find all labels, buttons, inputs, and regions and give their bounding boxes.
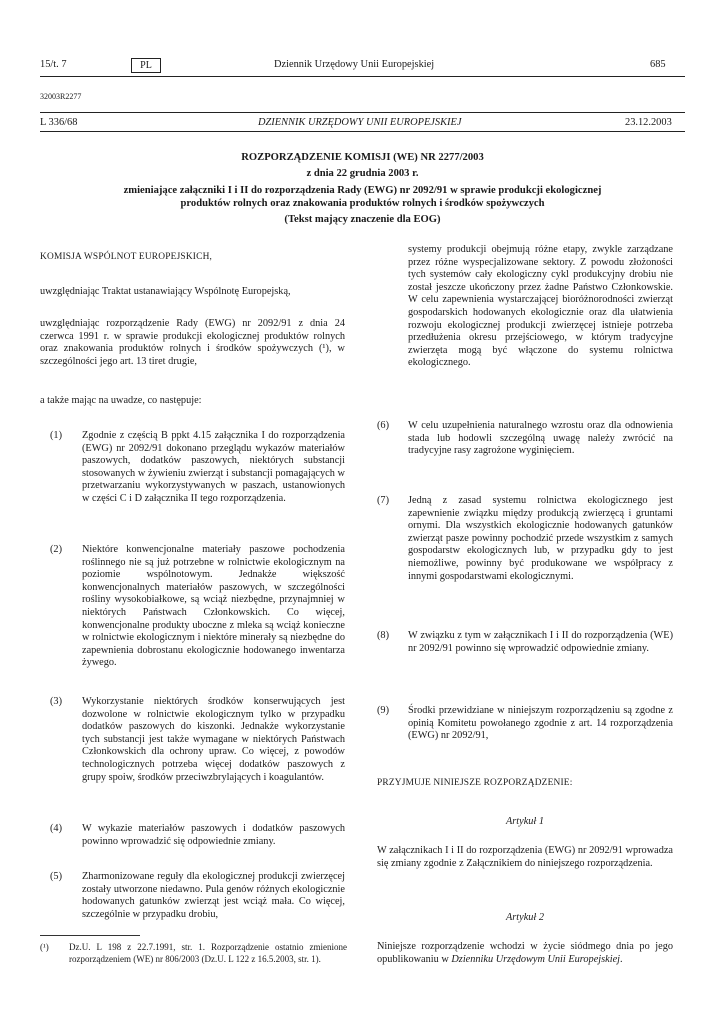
- recital-text: W wykazie materiałów paszowych i dodatków paszowych powinno wprowadzić się odpowiednie zmiany.: [82, 823, 345, 847]
- regulation-title: ROZPORZĄDZENIE KOMISJI (WE) NR 2277/2003: [241, 152, 484, 163]
- recital-text: W celu uzupełnienia naturalnego wzrostu oraz dla odnowienia stada lub hodowli szczególną uwagę należy zwrócić na tradycyjne rasy zagrożone wyginięciem.: [408, 420, 673, 457]
- recital-number: (3): [50, 696, 63, 707]
- regulation-subject-line1: zmieniające załączniki I i II do rozporządzenia Rady (EWG) nr 2092/91 w sprawie produkcji ekologicznej: [123, 185, 602, 196]
- recital-text: W związku z tym w załącznikach I i II do rozporządzenia (WE) nr 2092/91 powinno się wprowadzić odpowiednie zmiany.: [408, 630, 673, 654]
- header-rule: [40, 76, 685, 77]
- recital-text: Zgodnie z częścią B ppkt 4.15 załącznika I do rozporządzenia (EWG) nr 2092/91 dokonano przeglądu wykazów materiałów paszowych, dodatków paszowych, niektórych substancji stosowanych w żywieniu zwierząt i substancji pomagających w przetwarzaniu wykorzystywanych w paszach, ustanowionych w części C i D załącznika II tego rozporządzenia.: [82, 430, 345, 504]
- recital-number: (5): [50, 871, 63, 882]
- recital-number: (4): [50, 823, 63, 834]
- adoption-statement: PRZYJMUJE NINIEJSZE ROZPORZĄDZENIE:: [377, 778, 573, 788]
- article-2-heading: Artykuł 2: [505, 912, 545, 923]
- regulation-date: z dnia 22 grudnia 2003 r.: [306, 168, 419, 179]
- recital-number: (1): [50, 430, 63, 441]
- footnote-mark: (¹): [40, 942, 49, 952]
- journal-title: Dziennik Urzędowy Unii Europejskiej: [274, 59, 435, 70]
- recital-text: Wykorzystanie niektórych środków konserwujących jest dozwolone w rolnictwie ekologicznym tylko w przypadku dodatków paszowych do kiszonki. Jednakże wykorzystanie tych substancji jest także wymagane w niektórych Państwach Członkowskich dla ochrony upraw. Co więcej, z powodów technologicznych potrzeba więcej dodatków paszowych z grupy spoiw, środków przeciwzbrylających i koagulantów.: [82, 696, 345, 783]
- recital-text: Jedną z zasad systemu rolnictwa ekologicznego jest zapewnienie związku między produkcją zwierzęcą i gruntami ornymi. Dla wszystkich ekologicznie hodowanych gatunków zwierząt pasze powinny pochodzić przede wszystkim z samych gospodarstw ekologicznych lub, w przypadku gdy to jest niemożliwe, powinny być produkowane we współpracy z innymi gospodarstwami ekologicznymi.: [408, 495, 673, 582]
- page-reference: 15/t. 7: [40, 59, 67, 70]
- regulation-subject-line2: produktów rolnych oraz znakowania produktów rolnych i środków spożywczych: [180, 198, 545, 209]
- regulation-recital: uwzględniając rozporządzenie Rady (EWG) nr 2092/91 z dnia 24 czerwca 1991 r. w sprawie produkcji ekologicznej produktów rolnych oraz znakowania produktów rolnych i środków spożywczych (¹), w szczególności jego art. 13 tiret drugie,: [40, 318, 345, 367]
- recital-number: (8): [377, 630, 390, 641]
- document-code: 32003R2277: [40, 92, 82, 101]
- recital-number: (6): [377, 420, 390, 431]
- recital-number: (9): [377, 705, 390, 716]
- issue-number: L 336/68: [40, 117, 78, 128]
- subheader-top-rule: [40, 112, 685, 113]
- issue-date: 23.12.2003: [625, 117, 672, 128]
- article-2-text: Niniejsze rozporządzenie wchodzi w życie siódmego dnia po jego opublikowaniu w Dzienniku Urzędowym Unii Europejskiej.: [377, 941, 673, 965]
- recital-number: (7): [377, 495, 390, 506]
- recital-number: (2): [50, 544, 63, 555]
- article-1-text: W załącznikach I i II do rozporządzenia (EWG) nr 2092/91 wprowadza się zmiany zgodnie z Załącznikiem do niniejszego rozporządzenia.: [377, 845, 673, 869]
- commission-heading: KOMISJA WSPÓLNOT EUROPEJSKICH,: [40, 252, 213, 262]
- journal-caps: DZIENNIK URZĘDOWY UNII EUROPEJSKIEJ: [258, 117, 462, 128]
- recital-continuation: systemy produkcji obejmują różne etapy, zwykle zarządzane przez różne wyspecjalizowane sektory. Z powodu złożoności tych systemów cały ekologiczny cykl produkcyjny drobiu nie został jeszcze ukończony przez żadne Państwo Członkowskie. W celu zapewnienia wystarczającej bioróżnorodności zwierząt gospodarskich hodowanych ekologicznie oraz dla ułatwienia rozwoju ekologicznej produkcji zwierzęcej istnieje potrzeba przedłużenia okresu przejściowego, w którym tradycyjne zwierzęta mogą być włączone do systemu rolnictwa ekologicznego.: [408, 244, 673, 369]
- treaty-recital: uwzględniając Traktat ustanawiający Wspólnotę Europejską,: [40, 286, 291, 297]
- page-number: 685: [650, 59, 666, 70]
- eea-relevance: (Tekst mający znaczenie dla EOG): [284, 214, 441, 225]
- recital-text: Zharmonizowane reguły dla ekologicznej produkcji zwierzęcej zostały utworzone niedawno. Pula genów różnych ekologicznie hodowanych gatunków zwierząt jest wciąż mała. Co więcej, szczególnie w przypadku drobiu,: [82, 871, 345, 920]
- language-box: PL: [131, 58, 161, 73]
- recital-text: Środki przewidziane w niniejszym rozporządzeniu są zgodne z opinią Komitetu powołanego zgodnie z art. 14 rozporządzenia (EWG) nr 2092/91,: [408, 705, 673, 742]
- journal-name-italic: Dzienniku Urzędowym Unii Europejskiej: [451, 953, 621, 965]
- footnote-text: Dz.U. L 198 z 22.7.1991, str. 1. Rozporządzenie ostatnio zmienione rozporządzeniem (WE) nr 806/2003 (Dz.U. L 122 z 16.5.2003, str. 1).: [69, 942, 347, 964]
- recital-text: Niektóre konwencjonalne materiały paszowe pochodzenia roślinnego nie są już potrzebne w rolnictwie ekologicznym na poziomie wspólnotowym. Jednakże większość konwencjonalnych materiałów paszowych, w szczególności rośliny wysokobiałkowe, są wciąż niezbędne, przynajmniej w niektórych Państwach Członkowskich. Co więcej, konwencjonalne produkty uboczne z mleka są wciąż konieczne w rolnictwie ekologicznym i niektóre minerały są niezbędne do zapewnienia dobrostanu ekologicznie hodowanego inwentarza żywego.: [82, 544, 345, 669]
- article-1-heading: Artykuł 1: [505, 816, 545, 827]
- subheader-bottom-rule: [40, 131, 685, 132]
- whereas-intro: a także mając na uwadze, co następuje:: [40, 395, 202, 406]
- footnote-rule: [40, 935, 140, 936]
